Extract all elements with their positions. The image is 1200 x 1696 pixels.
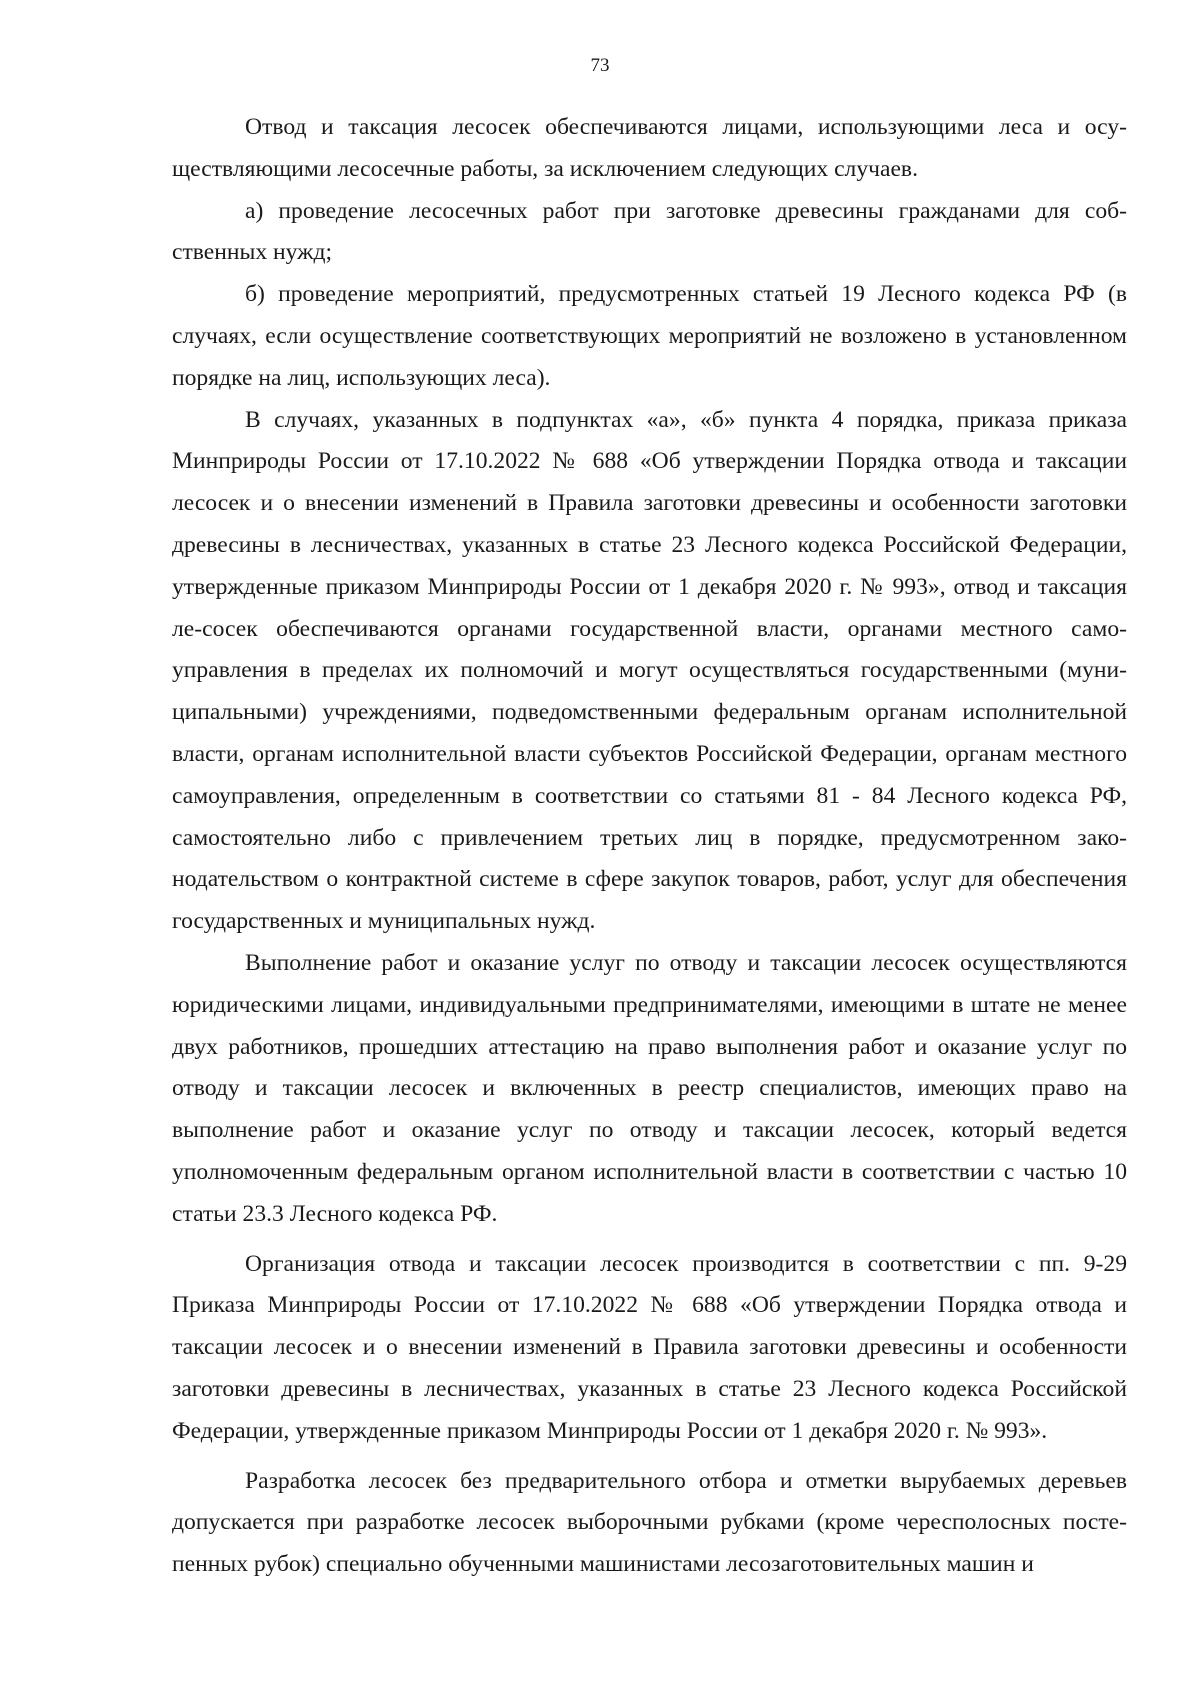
paragraph-case-a: а) проведение лесосечных работ при заготовке древесины гражданами для собственных нужд; [172, 197, 1127, 266]
paragraph-lesosek-allotment-intro: Отвод и таксация лесосек обеспечиваются лицами, использующими леса и осуществляющими лесосечные работы, за исключением следующих случаев. [172, 114, 1127, 182]
page-number: 73 [590, 55, 610, 76]
document-body [172, 107, 1127, 1586]
paragraph-development-without-marking: Разработка лесосек без предварительного отбора и отметки вырубаемых деревьев допускается при разработке лесосек выборочными рубками (кроме чересполосных постепенных рубок) специально обученными машинистами лесозаготовительных машин и [172, 1467, 1127, 1578]
paragraph-organization-of-allotment: Организация отвода и таксации лесосек производится в соответствии с пп. 9-29 Приказа Минприроды России от 17.10.2022 № 688 «Об утверждении Порядка отвода и таксации лесосек и о внесении изменений в Правила заготовки древесины и особенности заготовки древесины в лесничествах, указанных в статье 23 Лесного кодекса Российской Федерации, утвержденные приказом Минприроды России от 1 декабря 2020 г. № 993». [172, 1250, 1127, 1444]
paragraph-work-performers: Выполнение работ и оказание услуг по отводу и таксации лесосек осуществляются юридическими лицами, индивидуальными предпринимателями, имеющими в штате не менее двух работников, прошедших аттестацию на право выполнения работ и оказание услуг по отводу и таксации лесосек и включенных в реестр специалистов, имеющих право на выполнение работ и оказание услуг по отводу и таксации лесосек, который ведется уполномоченным федеральным органом исполнительной власти в соответствии с частью 10 статьи 23.3 Лесного кодекса РФ. [172, 949, 1127, 1227]
paragraph-case-b: б) проведение мероприятий, предусмотренных статьей 19 Лесного кодекса РФ (в случаях, если осуществление соответствующих мероприятий не возложено в установленном порядке на лиц, использующих леса). [172, 281, 1127, 391]
paragraph-cases-authorities: В случаях, указанных в подпунктах «а», «б» пункта 4 порядка, приказа приказа Минприроды России от 17.10.2022 № 688 «Об утверждении Порядка отвода и таксации лесосек и о внесении изменений в Правила заготовки древесины и особенности заготовки древесины в лесничествах, указанных в статье 23 Лесного кодекса Российской Федерации, утвержденные приказом Минприроды России от 1 декабря 2020 г. № 993», отвод и таксация ле-сосек обеспечиваются органами государственной власти, органами местного самоуправления в пределах их полномочий и могут осуществляться государственными (муниципальными) учреждениями, подведомственными федеральным органам исполнительной власти, органам исполнительной власти субъектов Российской Федерации, органам местного самоуправления, определенным в соответствии со статьями 81 - 84 Лесного кодекса РФ, самостоятельно либо с привлечением третьих лиц в порядке, предусмотренном законодательством о контрактной системе в сфере закупок товаров, работ, услуг для обеспечения государственных и муниципальных нужд. [172, 406, 1127, 935]
